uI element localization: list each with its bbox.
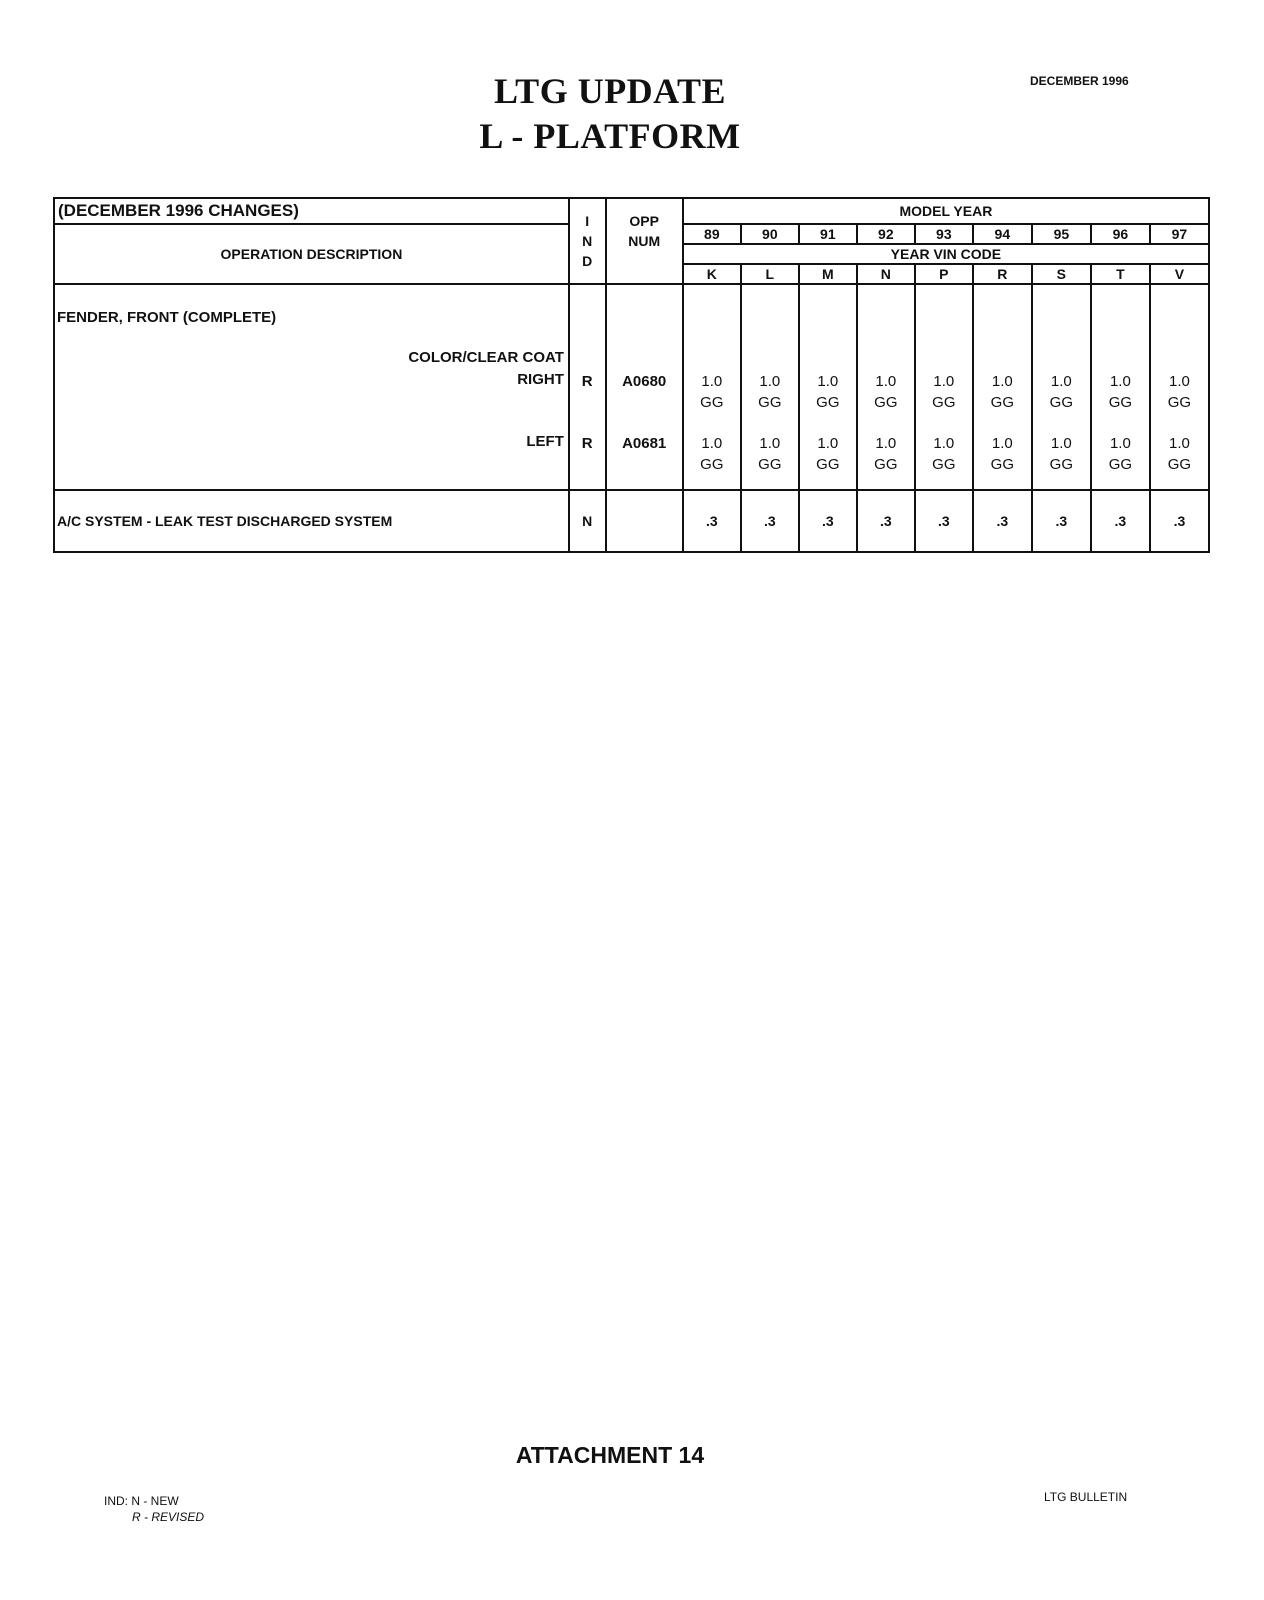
year-cell: 89 [683, 224, 741, 244]
left-value: 1.0 [991, 435, 1013, 452]
right-value: 1.0 [875, 373, 897, 390]
ac-system-description: A/C SYSTEM - LEAK TEST DISCHARGED SYSTEM [54, 490, 569, 552]
document-title-line1: LTG UPDATE [493, 71, 727, 111]
right-ind: R [581, 373, 593, 390]
right-code: GG [1167, 394, 1192, 411]
left-opp-num: A0681 [622, 435, 667, 452]
right-code: GG [874, 394, 898, 411]
year-cell: 96 [1091, 224, 1150, 244]
left-ind: R [581, 435, 593, 452]
ac-value: .3 [915, 490, 973, 552]
year-vin-code-label: YEAR VIN CODE [683, 244, 1209, 264]
right-value: 1.0 [817, 373, 839, 390]
year-value-cell [1150, 284, 1209, 490]
ac-value: .3 [1032, 490, 1091, 552]
ac-value: .3 [799, 490, 857, 552]
right-label: RIGHT [517, 371, 564, 388]
left-value: 1.0 [701, 435, 723, 452]
vin-code-cell: M [799, 264, 857, 284]
ac-value: .3 [857, 490, 915, 552]
right-value: 1.0 [991, 373, 1013, 390]
model-year-label: MODEL YEAR [683, 198, 1209, 224]
ac-value: .3 [741, 490, 799, 552]
left-code: GG [700, 456, 724, 473]
right-value: 1.0 [701, 373, 723, 390]
left-value: 1.0 [759, 435, 781, 452]
year-value-cell [1091, 284, 1150, 490]
vin-code-cell: N [857, 264, 915, 284]
color-clear-coat-label: COLOR/CLEAR COAT [408, 349, 564, 366]
year-value-cell [683, 284, 741, 490]
ac-ind: N [569, 490, 606, 552]
year-value-cell [915, 284, 973, 490]
ind-header-d: D [582, 253, 593, 269]
legend-revised: R - REVISED [132, 1510, 205, 1524]
vin-code-cell: T [1091, 264, 1150, 284]
year-value-cell [1032, 284, 1091, 490]
vin-code-cell: L [741, 264, 799, 284]
ac-opp-num [606, 490, 683, 552]
ind-header-n: N [582, 233, 593, 249]
year-value-cell [741, 284, 799, 490]
right-value: 1.0 [1050, 373, 1072, 390]
fender-ind-cell [569, 284, 606, 490]
year-value-cell [973, 284, 1032, 490]
bulletin-label: LTG BULLETIN [1044, 1490, 1128, 1504]
left-code: GG [1049, 456, 1074, 473]
right-value: 1.0 [1169, 373, 1190, 390]
ac-value: .3 [1150, 490, 1209, 552]
fender-description-cell [54, 284, 569, 490]
year-value-cell [799, 284, 857, 490]
year-cell: 94 [973, 224, 1032, 244]
year-cell: 97 [1150, 224, 1209, 244]
right-value: 1.0 [759, 373, 781, 390]
vin-code-cell: V [1150, 264, 1209, 284]
right-value: 1.0 [933, 373, 955, 390]
vin-code-cell: K [683, 264, 741, 284]
left-code: GG [758, 456, 782, 473]
labor-time-table [53, 197, 1210, 553]
fender-section-title: FENDER, FRONT (COMPLETE) [57, 309, 277, 326]
year-cell: 92 [857, 224, 915, 244]
ind-header [569, 198, 606, 284]
left-value: 1.0 [933, 435, 955, 452]
left-value: 1.0 [875, 435, 897, 452]
document-title-line2: L - PLATFORM [479, 116, 741, 156]
year-cell: 91 [799, 224, 857, 244]
right-code: GG [700, 394, 724, 411]
ac-value: .3 [683, 490, 741, 552]
right-code: GG [990, 394, 1014, 411]
left-label: LEFT [526, 433, 564, 450]
right-code: GG [932, 394, 956, 411]
ind-header-i: I [585, 213, 590, 229]
opp-header-line2: NUM [628, 233, 661, 249]
changes-label: (DECEMBER 1996 CHANGES) [54, 198, 569, 224]
left-value: 1.0 [1109, 435, 1131, 452]
opp-header-line1: OPP [629, 213, 659, 229]
operation-description-label: OPERATION DESCRIPTION [54, 224, 569, 284]
attachment-label: ATTACHMENT 14 [515, 1442, 705, 1468]
left-value: 1.0 [1169, 435, 1190, 452]
right-code: GG [758, 394, 782, 411]
right-value: 1.0 [1109, 373, 1131, 390]
vin-code-cell: R [973, 264, 1032, 284]
ac-value: .3 [973, 490, 1032, 552]
right-code: GG [1049, 394, 1074, 411]
document-date: DECEMBER 1996 [1030, 74, 1129, 88]
year-cell: 90 [741, 224, 799, 244]
left-code: GG [990, 456, 1014, 473]
right-code: GG [1108, 394, 1133, 411]
legend-new: IND: N - NEW [104, 1494, 179, 1508]
year-cell: 95 [1032, 224, 1091, 244]
left-value: 1.0 [1050, 435, 1072, 452]
left-code: GG [1108, 456, 1133, 473]
right-code: GG [816, 394, 840, 411]
left-value: 1.0 [817, 435, 839, 452]
right-opp-num: A0680 [622, 373, 667, 390]
fender-opp-cell [606, 284, 683, 490]
year-value-cell [857, 284, 915, 490]
year-cell: 93 [915, 224, 973, 244]
vin-code-cell: S [1032, 264, 1091, 284]
vin-code-cell: P [915, 264, 973, 284]
opp-header [606, 198, 683, 284]
left-code: GG [932, 456, 956, 473]
ac-value: .3 [1091, 490, 1150, 552]
left-code: GG [816, 456, 840, 473]
left-code: GG [874, 456, 898, 473]
left-code: GG [1167, 456, 1192, 473]
